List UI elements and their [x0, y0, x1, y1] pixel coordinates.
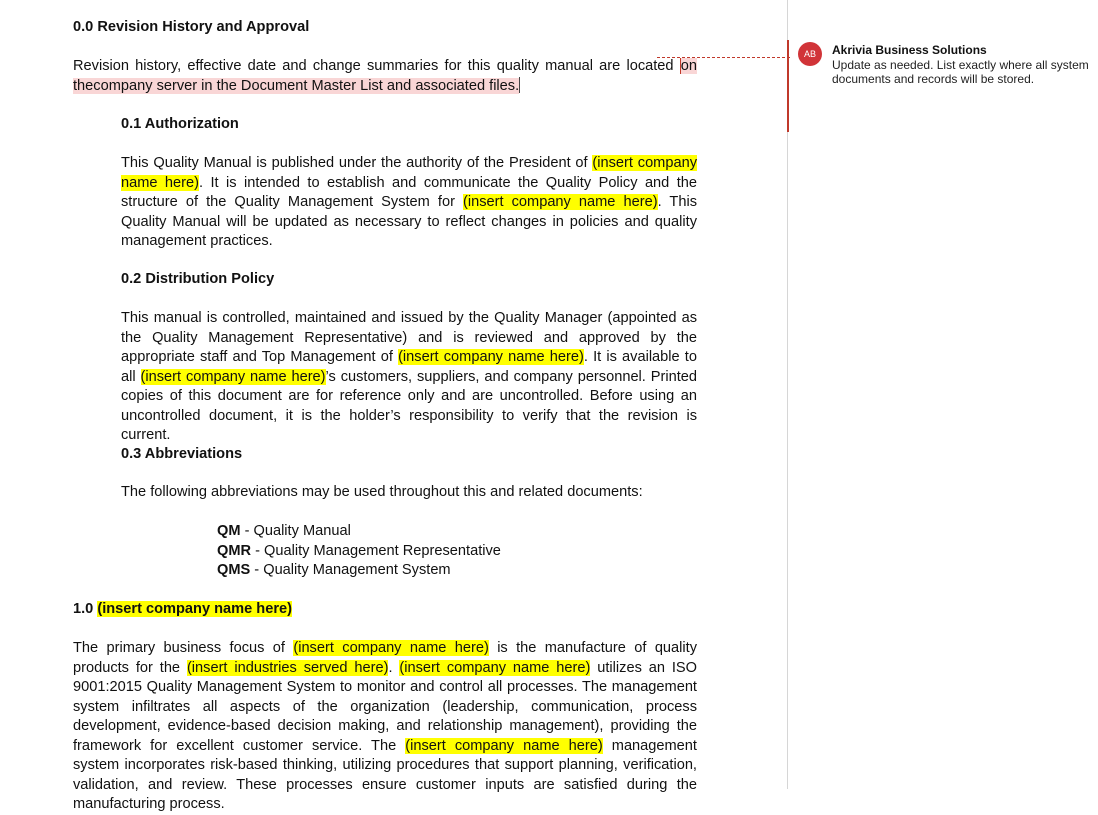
- text-run: is the manufacture of quality products for the: [73, 640, 697, 676]
- highlight-placeholder: (insert company name here): [398, 349, 584, 365]
- paragraph-authorization: [121, 154, 697, 252]
- list-item: [217, 561, 501, 581]
- highlight-placeholder: (insert company name here): [293, 640, 489, 656]
- heading-company-section: [73, 600, 697, 620]
- abbreviation: QM: [217, 523, 241, 539]
- highlight-placeholder: (insert industries served here): [186, 659, 389, 676]
- comments-pane: [787, 0, 1098, 789]
- comment-author-avatar[interactable]: AB: [798, 42, 822, 66]
- comment-indicator-bar: [787, 40, 789, 132]
- abbreviation: QMR: [217, 542, 252, 559]
- abbreviation-description: - Quality Manual: [240, 523, 351, 539]
- comment-leader-line: [657, 57, 790, 58]
- paragraph-abbreviations-intro: The following abbreviations may be used throughout this and related documents:: [121, 484, 643, 500]
- text-cursor: [519, 77, 520, 93]
- commented-text-continued[interactable]: company server in the Document Master List and associated files.: [93, 77, 520, 94]
- highlight-placeholder: (insert company name here): [405, 737, 603, 754]
- text-run: . It is available to all: [121, 349, 697, 385]
- heading-abbreviations: 0.3 Abbreviations: [121, 446, 243, 462]
- text-run: utilizes an ISO 9001:2015 Quality Management System to monitor and control all processes. The management system infiltrates all aspects of the organization (leadership, communication, process development, evidence-based decision making, and relationship management), providing the framework for excellent customer service. The: [73, 659, 697, 754]
- section-number: 1.0: [73, 601, 98, 617]
- abbreviation-description: - Quality Management System: [250, 562, 451, 578]
- highlight-placeholder: (insert company name here): [140, 368, 326, 385]
- abbreviation-list: [217, 522, 501, 581]
- text-run: . It is intended to establish and communicate the Quality Policy and the structure of the Quality Management System for: [121, 174, 698, 210]
- highlight-placeholder: (insert company name here): [121, 155, 697, 191]
- text-run: The primary business focus of: [73, 640, 294, 656]
- text-run: ’s customers, suppliers, and company personnel. Printed copies of this document are for reference only and are uncontrolled. Before using an uncontrolled document, it is the holder’s responsibility to verify that the revision is current.: [121, 368, 697, 443]
- paragraph-distribution-policy: [121, 309, 697, 446]
- paragraph-revision-history: [73, 57, 697, 96]
- paragraph-company-overview: [73, 639, 697, 815]
- text-run: management system incorporates risk-based thinking, utilizing procedures that support planning, verification, validation, and review. These processes ensure customer inputs are satisfied during the manufacturing process.: [73, 737, 697, 812]
- heading-authorization: 0.1 Authorization: [121, 116, 239, 132]
- highlight-placeholder: (insert company name here): [463, 194, 658, 210]
- commented-text[interactable]: on the: [73, 58, 697, 94]
- text-run: .: [388, 659, 400, 676]
- comment-author-name: Akrivia Business Solutions: [832, 43, 987, 57]
- text-run: Revision history, effective date and change summaries for this quality manual are located: [73, 58, 680, 74]
- heading-revision-history: 0.0 Revision History and Approval: [73, 19, 310, 35]
- text-run: This Quality Manual is published under the authority of the President of: [121, 155, 593, 171]
- text-run: This manual is controlled, maintained and issued by the Quality Manager (appointed as the Quality Management Representative) and is reviewed and approved by the appropriate staff and Top Management of: [121, 310, 697, 365]
- highlight-placeholder: (insert company name here): [97, 601, 292, 617]
- comment-text[interactable]: Update as needed. List exactly where all system documents and records will be stored.: [832, 58, 1089, 86]
- text-run: . This Quality Manual will be updated as necessary to reflect changes in policies and quality management practices.: [121, 194, 697, 249]
- list-item: [217, 542, 501, 562]
- list-item: [217, 522, 501, 542]
- heading-distribution-policy: 0.2 Distribution Policy: [121, 271, 275, 287]
- highlight-placeholder: (insert company name here): [399, 659, 591, 676]
- abbreviation: QMS: [217, 562, 251, 578]
- abbreviation-description: - Quality Management Representative: [251, 542, 501, 559]
